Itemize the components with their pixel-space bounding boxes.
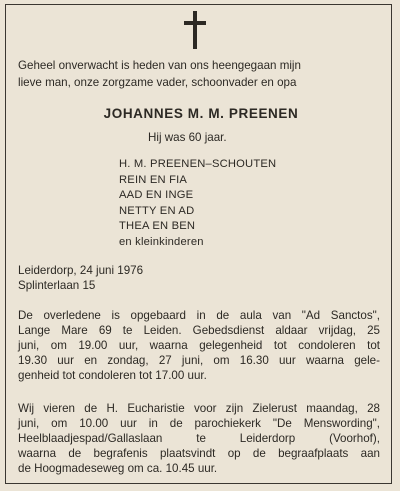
- intro-line: Geheel onverwacht is heden van ons heengegaan mijn: [18, 59, 301, 72]
- paragraph-line: juni, om 19.00 uur, waarna gelegenheid tot condoleren tot: [18, 339, 380, 352]
- family-member: AAD EN INGE: [119, 189, 194, 202]
- deceased-name: JOHANNES M. M. PREENEN: [103, 106, 299, 121]
- family-member: THEA EN BEN: [119, 220, 196, 233]
- paragraph-line: Heelblaadjespad/Gallaslaan te Leiderdorp (Voorhof),: [18, 432, 380, 445]
- address: Splinterlaan 15: [18, 279, 96, 292]
- family-member: NETTY EN AD: [119, 204, 195, 217]
- paragraph-line: De overledene is opgebaard in de aula van "Ad Sanctos",: [18, 309, 380, 322]
- place-date: Leiderdorp, 24 juni 1976: [18, 264, 144, 277]
- paragraph-line: genheid tot condoleren tot 17.00 uur.: [18, 369, 207, 382]
- paragraph-line: Wij vieren de H. Eucharistie voor zijn Zielerust maandag, 28: [18, 402, 380, 415]
- family-member: REIN EN FIA: [119, 173, 188, 186]
- paragraph-line: Lange Mare 69 te Leiden. Gebedsdienst aldaar vrijdag, 25: [18, 324, 380, 337]
- paragraph-line: 19.30 uur en zondag, 27 juni, om 16.30 uur waarna gele-: [18, 354, 380, 367]
- place-block: [18, 263, 143, 293]
- viewing-paragraph: [18, 308, 380, 383]
- paragraph-line: de Hoogmadeseweg om ca. 10.45 uur.: [18, 462, 218, 475]
- family-member: en kleinkinderen: [119, 235, 204, 248]
- family-member: H. M. PREENEN–SCHOUTEN: [119, 158, 277, 170]
- funeral-paragraph: [18, 401, 380, 476]
- cross-icon: [184, 11, 206, 49]
- paragraph-line: waarna de begrafenis plaatsvindt op de begraafplaats aan: [18, 447, 380, 460]
- paragraph-line: juni, om 10.00 uur in de parochiekerk "De Menswording",: [18, 417, 380, 430]
- intro-line: lieve man, onze zorgzame vader, schoonvader en opa: [18, 75, 297, 89]
- age-line: Hij was 60 jaar.: [148, 131, 227, 144]
- family-list: [119, 157, 276, 251]
- intro-text: [18, 58, 301, 91]
